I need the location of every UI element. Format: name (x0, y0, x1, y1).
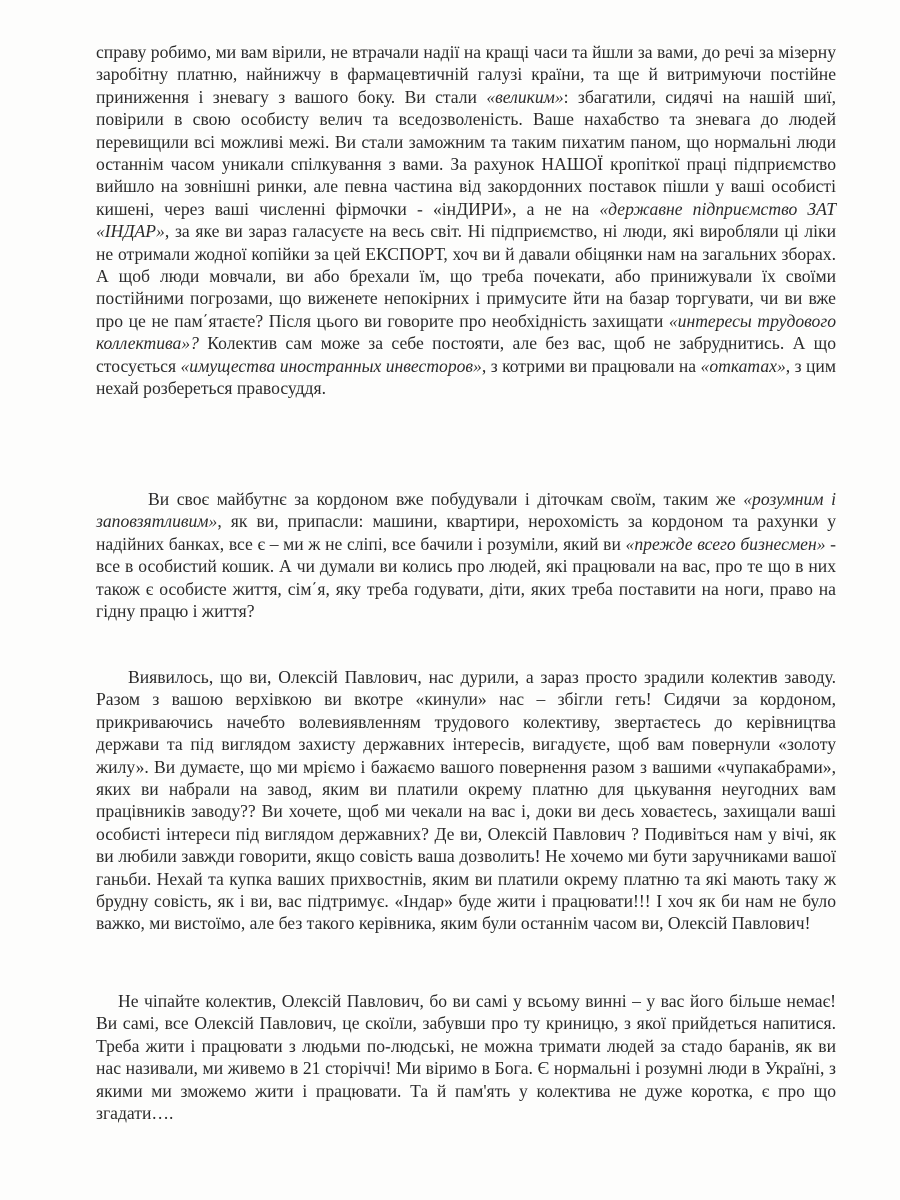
paragraph-4 (96, 990, 836, 1124)
paragraph-1-segment: : збагатили, сидячі на нашій шиї, повірили в свою особисту велич та вседозволеність. Ваше нахабство та зневага до людей перевищили всі можливі межі. Ви стали заможним та таким пихатим паном, що нормальні люди останнім часом уникали спілкування з вами. За рахунок НАШОЇ кропіткої праці підприємство вийшло на зовнішні ринки, але певна частина від закордонних поставок пішли у ваші особисті кишені, через ваші численні фірмочки - «інДИРИ», а не на (96, 86, 836, 219)
paragraph-3 (96, 666, 836, 935)
paragraph-1 (96, 41, 836, 400)
paragraph-1-segment: Колектив сам може за себе постояти, але без вас, щоб не забруднитись. А що стосується (96, 333, 836, 376)
paragraph-1-segment: «державне підприємство ЗАТ «ІНДАР» (96, 198, 836, 242)
paragraph-1-segment: «великим» (486, 86, 564, 107)
paragraph-1-segment: , за яке ви зараз галасуєте на весь світ. Ні підприємство, ні люди, які виробляли ці ліки не отримали жодної копійки за цей ЕКСПОРТ, хоч ви й давали обіцянки нам на загальних зборах. А щоб люди мовчали, ви або брехали їм, що треба почекати, або принижували їх своїми постійними погрозами, що виженете непокірних і примусите йти на базар торгувати, чи ви вже про це не пам΄ятаєте? Після цього ви говорите про необхідність захищати (96, 221, 836, 331)
paragraph-2-segment: - все в особистий кошик. А чи думали ви колись про людей, які працювали на вас, про те що в них також є особисте життя, сім΄я, яку треба годувати, діти, яких треба поставити на ноги, право на гідну працю і життя? (96, 533, 836, 622)
paragraph-3-segment: Виявилось, що ви, Олексій Павлович, нас дурили, а зараз просто зрадили колектив заводу. Разом з вашою верхівкою ви вкотре «кинули» нас – збігли геть! Сидячи за кордоном, прикриваючись начебто волевиявленням трудового колективу, звертаєтесь до керівництва держави та під виглядом захисту державних інтересів, вигадуєте, щоб вам повернули «золоту жилу». Ви думаєте, що ми мріємо і бажаємо вашого повернення разом з вашими «чупакабрами», яких ви набрали на завод, яким ви платили окрему платню для цькування неугодних вам працівників заводу?? Ви хочете, щоб ми чекали на вас і, доки ви десь ховаєтесь, захищали ваші особисті інтереси під виглядом державних? Де ви, Олексій Павлович ? Подивіться нам у вічі, як ви любили завжди говорити, якщо совість ваша дозволить! Не хочемо ми бути заручниками вашої ганьби. Нехай та купка ваших прихвостнів, яким ви платили окрему платню та які мають таку ж брудну совість, як і ви, вас підтримує. «Індар» буде жити і працювати!!! І хоч як би нам не було важко, ми вистоїмо, але без такого керівника, яким були останнім часом ви, Олексій Павлович! (96, 667, 836, 934)
paragraph-1-segment: , з цим нехай розбереться правосуддя. (96, 355, 836, 399)
paragraph-2-segment: «розумним і заповзятливим» (96, 489, 836, 532)
paragraph-4-segment: Не чіпайте колектив, Олексій Павлович, бо ви самі у всьому винні – у вас його більше немає! Ви самі, все Олексій Павлович, це скоїли, забувши про ту криницю, з якої прийдеться напитися. Треба жити і працювати з людьми по-людські, не можна тримати людей за стадо баранів, як ви нас називали, ми живемо в 21 сторіччі! Ми віримо в Бога. Є нормальні і розумні люди в Україні, з якими ми зможемо жити і працювати. Та й пам'ять у колектива не дуже коротка, є про що згадати…. (96, 991, 836, 1124)
paragraph-1-segment: «откатах» (700, 355, 786, 376)
paragraph-2-segment: Ви своє майбутнє за кордоном вже побудували і діточкам своїм, таким же (148, 489, 744, 509)
paragraph-1-segment: справу робимо, ми вам вірили, не втрачали надії на кращі часи та йшли за вами, до речі за мізерну заробітну платню, найнижчу в фармацевтичній галузі країни, та ще й витримуючи постійне приниження і зневагу з вашого боку. Ви стали (96, 42, 836, 107)
paragraph-2-segment: «прежде всего бизнесмен» (625, 533, 826, 554)
paragraph-2 (96, 488, 836, 622)
paragraph-1-segment: «имущества иностранных инвесторов» (180, 355, 482, 376)
paragraph-1-segment: «интересы трудового коллектива»? (96, 310, 837, 354)
paragraph-1-segment: , з котрими ви працювали на (481, 355, 701, 376)
paragraph-2-segment: , як ви, припасли: машини, квартири, нерохомість за кордоном та рахунки у надійних банках, все є – ми ж не сліпі, все бачили і розуміли, який ви (96, 511, 836, 554)
